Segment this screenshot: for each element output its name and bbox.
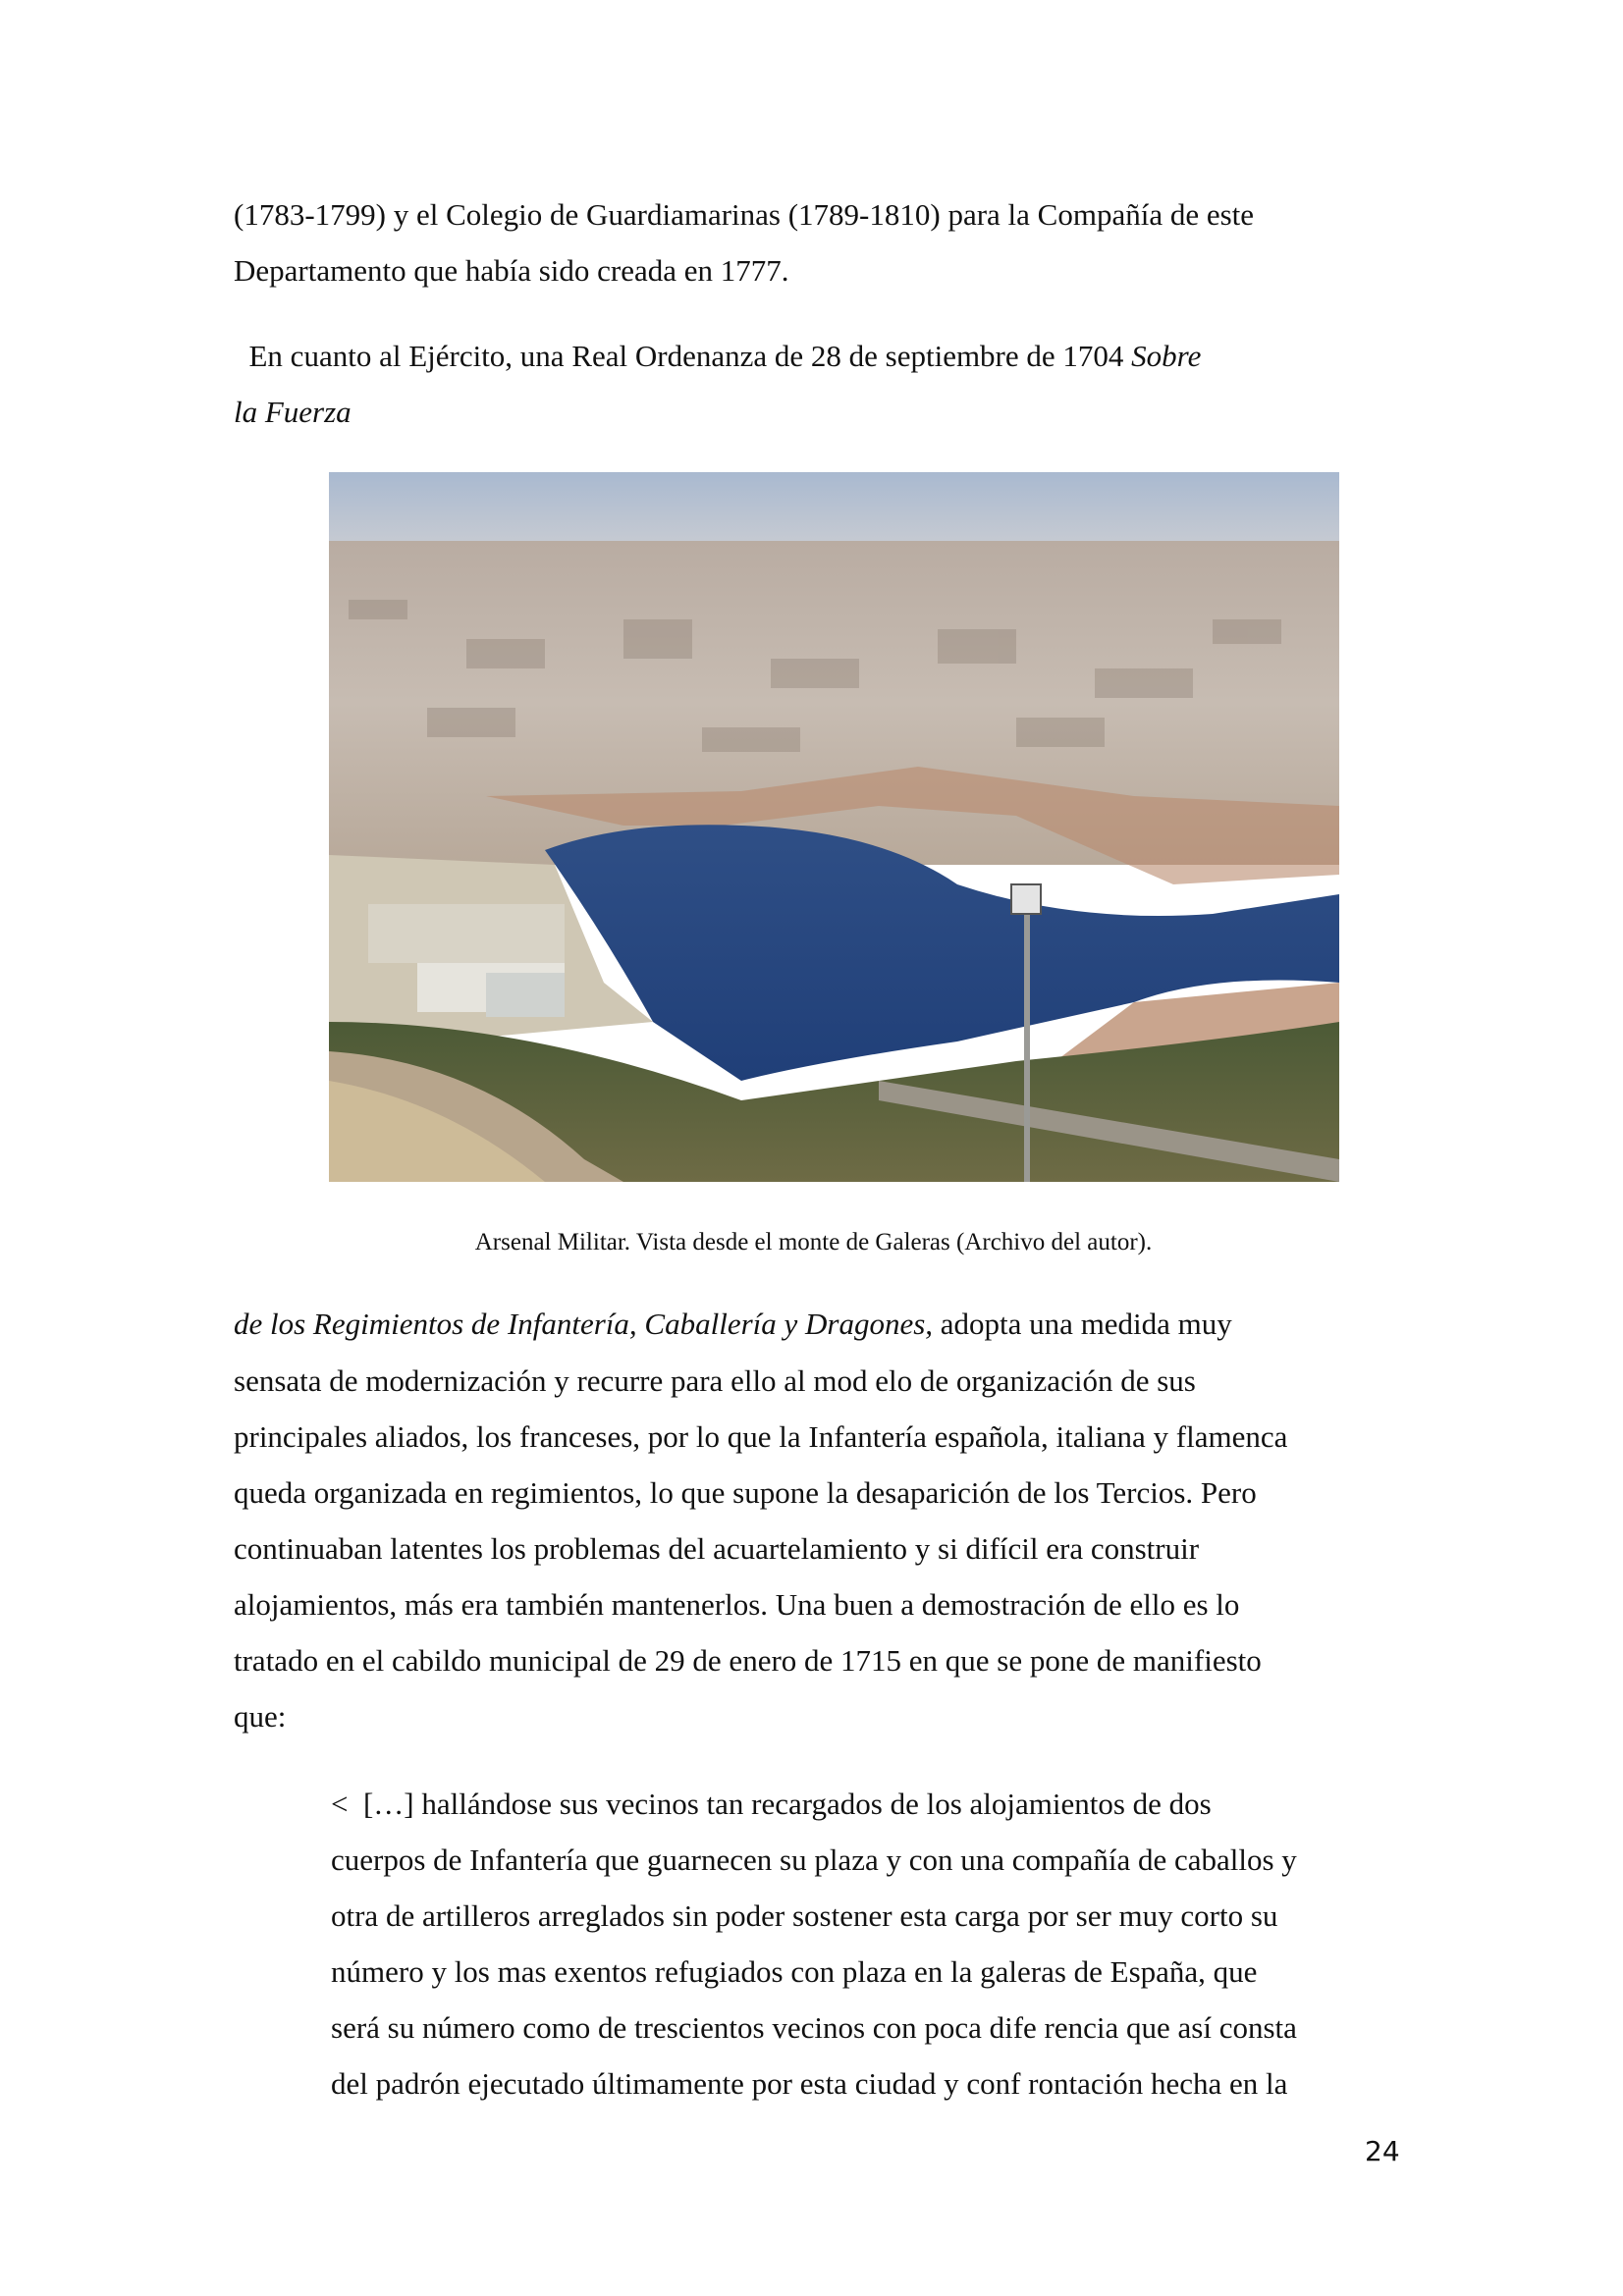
harbor-image xyxy=(329,472,1339,1182)
text-span: En cuanto al Ejército, una Real Ordenanza de 28 de septiembre de 1704 xyxy=(234,339,1132,373)
paragraph-line xyxy=(234,393,352,432)
text-span: adopta una medida muy xyxy=(933,1307,1232,1341)
paragraph-line: (1783-1799) y el Colegio de Guardiamarinas (1789-1810) para la Compañía de este xyxy=(234,197,1255,232)
paragraph-line: principales aliados, los franceses, por lo que la Infantería española, italiana y flamenca xyxy=(234,1419,1288,1454)
paragraph-line: Departamento que había sido creada en 1777. xyxy=(234,253,789,288)
quote-line: < […] hallándose sus vecinos tan recargados de los alojamientos de dos xyxy=(331,1787,1212,1821)
paragraph-line: alojamientos, más era también mantenerlos. Una buen a demostración de ello es lo xyxy=(234,1587,1240,1622)
caption-text: Arsenal Militar. Vista desde el monte de Galeras (Archivo del autor). xyxy=(474,1229,1153,1255)
figure-caption xyxy=(0,1227,1623,1258)
quote-line: otra de artilleros arreglados sin poder sostener esta carga por ser muy corto su xyxy=(331,1898,1278,1933)
italic-title: de los Regimientos de Infantería, Caballería y Dragones, xyxy=(234,1307,934,1341)
arsenal-photo xyxy=(329,472,1339,1182)
italic-title: Sobre xyxy=(1131,339,1202,373)
quote-line: será su número como de trescientos vecinos con poca dife rencia que así consta xyxy=(331,2010,1297,2045)
paragraph-line xyxy=(234,337,1201,376)
quote-line: cuerpos de Infantería que guarnecen su plaza y con una compañía de caballos y xyxy=(331,1842,1297,1877)
page-number: 24 xyxy=(1365,2135,1400,2167)
paragraph-line: tratado en el cabildo municipal de 29 de enero de 1715 en que se pone de manifiesto xyxy=(234,1643,1262,1678)
paragraph-line: que: xyxy=(234,1699,287,1734)
paragraph-line: continuaban latentes los problemas del acuartelamiento y si difícil era construir xyxy=(234,1531,1200,1566)
paragraph-line: queda organizada en regimientos, lo que supone la desaparición de los Tercios. Pero xyxy=(234,1475,1257,1510)
paragraph-line xyxy=(234,1305,1232,1344)
paragraph-line: sensata de modernización y recurre para ello al mod elo de organización de sus xyxy=(234,1363,1196,1398)
quote-line: del padrón ejecutado últimamente por esta ciudad y conf rontación hecha en la xyxy=(331,2066,1288,2101)
italic-title: la Fuerza xyxy=(234,395,352,429)
quote-line: número y los mas exentos refugiados con plaza en la galeras de España, que xyxy=(331,1954,1258,1989)
